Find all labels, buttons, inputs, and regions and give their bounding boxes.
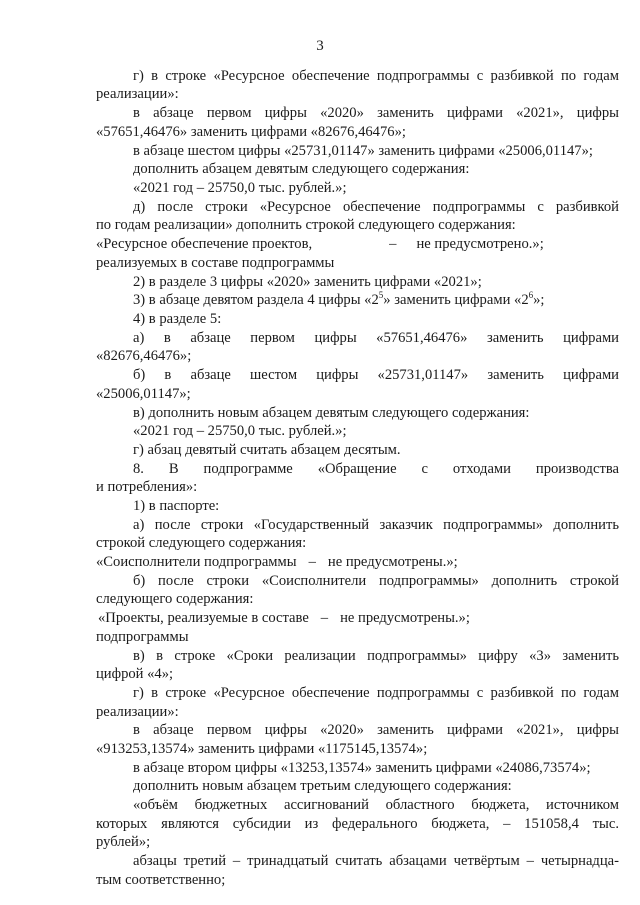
text-fragment: «Ресурсное обеспечение проектов, [96,236,313,252]
text-line: по годам реализации» дополнить строкой следующего содержания: [96,217,516,233]
text-line: 8. В подпрограмме «Обращение с отходами производства [133,461,619,477]
text-line: д) после строки «Ресурсное обеспечение подпрограммы с разбивкой [133,199,619,215]
text-line: дополнить новым абзацем третьим следующего содержания: [133,778,512,794]
text-line: которых являются субсидии из федерального бюджета, – 151058,4 тыс. [96,816,619,832]
text-line: «57651,46476» заменить цифрами «82676,46476»; [96,124,406,140]
text-line: 4) в разделе 5: [133,311,222,327]
text-line: в) в строке «Сроки реализации подпрограммы» цифру «3» заменить [133,648,619,664]
text-line: г) абзац девятый считать абзацем десятым. [133,442,401,458]
text-line: в) дополнить новым абзацем девятым следующего содержания: [133,405,530,421]
text-line: «82676,46476»; [96,348,192,364]
text-line: строкой следующего содержания: [96,535,307,551]
text-line: дополнить абзацем девятым следующего содержания: [133,161,470,177]
text-line: «2021 год – 25750,0 тыс. рублей.»; [133,423,347,439]
text-line [98,609,621,628]
text-fragment: не предусмотрены.»; [340,610,470,626]
text-line: 2) в разделе 3 цифры «2020» заменить цифрами «2021»; [133,274,482,290]
text-line: а) после строки «Государственный заказчик подпрограммы» дополнить [133,517,619,533]
text-fragment: 3) в абзаце девятом раздела 4 цифры «2 [133,292,379,308]
text-fragment: – [308,554,316,570]
text-line: г) в строке «Ресурсное обеспечение подпрограммы с разбивкой по годам [133,685,619,701]
text-fragment: не предусмотрено.»; [416,236,544,252]
text-line: в абзаце втором цифры «13253,13574» заменить цифрами «24086,73574»; [133,760,591,776]
text-line: подпрограммы [96,629,189,645]
text-line: «25006,01147»; [96,386,191,402]
superscript: 6 [528,290,534,301]
text-fragment: »; [533,292,545,308]
text-line: в абзаце шестом цифры «25731,01147» заменить цифрами «25006,01147»; [133,143,593,159]
text-line: и потребления»: [96,479,198,495]
text-fragment: «Проекты, реализуемые в составе [98,610,309,626]
text-line [96,553,619,572]
text-fragment: – [389,236,397,252]
text-line: б) после строки «Соисполнители подпрограммы» дополнить строкой [133,573,619,589]
text-line: 1) в паспорте: [133,498,220,514]
text-line: тым соответственно; [96,872,226,888]
text-line: «объём бюджетных ассигнований областного бюджета, источником [133,797,619,813]
text-line: цифрой «4»; [96,666,174,682]
text-line: в абзаце первом цифры «2020» заменить цифрами «2021», цифры [133,722,619,738]
text-line [96,235,619,254]
text-line: реализации»: [96,704,179,720]
superscript: 5 [378,290,384,301]
text-line: реализации»: [96,86,179,102]
text-line [133,291,619,310]
text-line: «2021 год – 25750,0 тыс. рублей.»; [133,180,347,196]
text-line: «913253,13574» заменить цифрами «1175145,13574»; [96,741,428,757]
text-line: г) в строке «Ресурсное обеспечение подпрограммы с разбивкой по годам [133,68,619,84]
text-fragment: – [320,610,329,626]
text-line: следующего содержания: [96,591,254,607]
text-fragment: » заменить цифрами «2 [383,292,529,308]
text-line: б) в абзаце шестом цифры «25731,01147» заменить цифрами [133,367,619,383]
text-line: абзацы третий – тринадцатый считать абзацами четвёртым – четырнадца- [133,853,619,869]
text-fragment: «Соисполнители подпрограммы [96,554,297,570]
page-number: 3 [316,38,324,54]
text-fragment: не предусмотрены.»; [327,554,458,570]
text-line: реализуемых в составе подпрограммы [96,255,335,271]
text-line: а) в абзаце первом цифры «57651,46476» заменить цифрами [133,330,619,346]
text-line: в абзаце первом цифры «2020» заменить цифрами «2021», цифры [133,105,619,121]
text-line: рублей»; [96,834,151,850]
